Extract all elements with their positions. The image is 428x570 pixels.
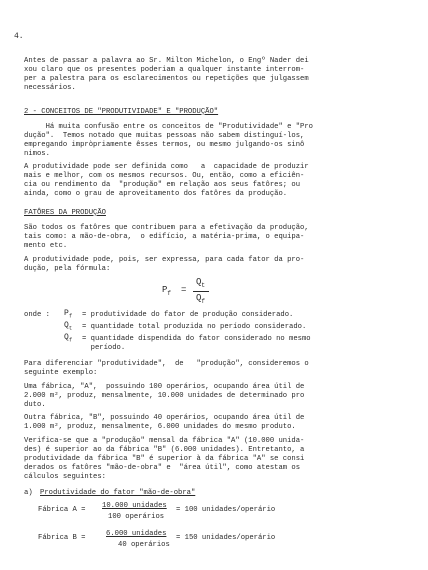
paragraph-line: dução, pela fórmula:: [24, 265, 111, 273]
definition-text: = quantidade total produzida no período considerado.: [82, 323, 307, 331]
factors-heading: FATÔRES DA PRODUÇÃO: [24, 209, 106, 217]
intro-line: Antes de passar a palavra ao Sr. Milton Michelon, o Engº Nader dei: [24, 57, 309, 65]
calc-numerator: 10.000 unidades: [102, 502, 167, 510]
paragraph-line: cia ou rendimento da "produção" em relação aos seus fatôres; ou: [24, 181, 301, 189]
paragraph-line: derados os fatôres "mão-de-obra" e "área útil", como atestam os: [24, 464, 301, 472]
paragraph-line: duto.: [24, 401, 46, 409]
paragraph-line: A produtividade pode ser definida como a capacidade de produzir: [24, 163, 309, 171]
calc-result: = 100 unidades/operário: [176, 506, 276, 514]
formula-equals: =: [181, 285, 187, 295]
calc-result: = 150 unidades/operário: [176, 534, 276, 542]
onde-label: onde :: [24, 311, 50, 319]
definition-symbol: $P_f$: [64, 309, 73, 320]
definition-symbol: $Q_t$: [64, 321, 73, 332]
intro-line: xou claro que os presentes poderiam a qualquer instante interrom-: [24, 66, 305, 74]
paragraph-line: produtividade da fábrica "B" é superior à da fábrica "A" se consi: [24, 455, 305, 463]
paragraph-line: mais e melhor, com os mesmos recursos. Ou, então, como a eficiên-: [24, 172, 305, 180]
section2-heading: 2 - CONCEITOS DE "PRODUTIVIDADE" E "PRODUÇÃO": [24, 108, 219, 116]
intro-line: per a palestra para os esclarecimentos ou repetições que julgassem: [24, 75, 309, 83]
subsection-a-heading: Produtividade do fator "mão-de-obra": [40, 489, 196, 497]
paragraph-line: dução". Temos notado que muitas pessoas não sabem distinguí-los,: [24, 132, 305, 140]
paragraph-line: cálculos seguintes:: [24, 473, 106, 481]
calc-denominator: 40 operários: [118, 541, 170, 549]
paragraph-line: Há muita confusão entre os conceitos de "Produtividade" e "Pro: [24, 123, 313, 131]
paragraph-line: seguinte exemplo:: [24, 369, 98, 377]
paragraph-line: ainda, como o grau de aproveitamento dos fatôres da produção.: [24, 190, 288, 198]
formula-numerator: $Q_t$: [196, 277, 206, 289]
paragraph-line: 1.000 m², produz, mensalmente, 6.000 unidades do mesmo produto.: [24, 423, 296, 431]
paragraph-line: 2.000 m², produz, mensalmente, 10.000 unidades de determinado pro: [24, 392, 305, 400]
calc-label: Fábrica B =: [38, 534, 86, 542]
paragraph-line: Outra fábrica, "B", possuindo 40 operários, ocupando área útil de: [24, 414, 305, 422]
paragraph-line: Para diferenciar "produtividade", de "produção", consideremos o: [24, 360, 309, 368]
paragraph-line: empregando impròpriamente êsses termos, ou mesmo julgando-os sinô: [24, 141, 305, 149]
formula-denominator: $Q_f$: [196, 293, 206, 305]
paragraph-line: São todos os fatôres que contribuem para a efetivação da produção,: [24, 224, 309, 232]
paragraph-line: des) é superior ao da fábrica "B" (6.000 unidades). Entretanto, a: [24, 446, 305, 454]
definition-text: = produtividade do fator de produção considerado.: [82, 311, 294, 319]
page-number: 4.: [14, 32, 24, 41]
definition-text: = quantidade dispendida do fator considerado no mesmo: [82, 335, 311, 343]
calc-numerator: 6.000 unidades: [106, 530, 167, 538]
paragraph-line: Uma fábrica, "A", possuindo 100 operários, ocupando área útil de: [24, 383, 305, 391]
paragraph-line: Verifica-se que a "produção" mensal da fábrica "A" (10.000 unida-: [24, 437, 305, 445]
formula-fraction-bar: [193, 291, 209, 292]
calc-denominator: 100 operários: [108, 513, 165, 521]
subsection-a-label: a): [24, 489, 33, 497]
paragraph-line: mento etc.: [24, 242, 68, 250]
paragraph-line: nimos.: [24, 150, 50, 158]
calc-label: Fábrica A =: [38, 506, 86, 514]
definition-text: período.: [82, 344, 126, 352]
definition-symbol: $Q_f$: [64, 333, 73, 344]
formula-lhs: $P_f$: [162, 285, 172, 297]
intro-line: necessários.: [24, 84, 76, 92]
paragraph-line: A produtividade pode, pois, ser expressa, para cada fator da pro-: [24, 256, 305, 264]
paragraph-line: tais como: a mão-de-obra, o edifício, a matéria-prima, o equipa-: [24, 233, 305, 241]
